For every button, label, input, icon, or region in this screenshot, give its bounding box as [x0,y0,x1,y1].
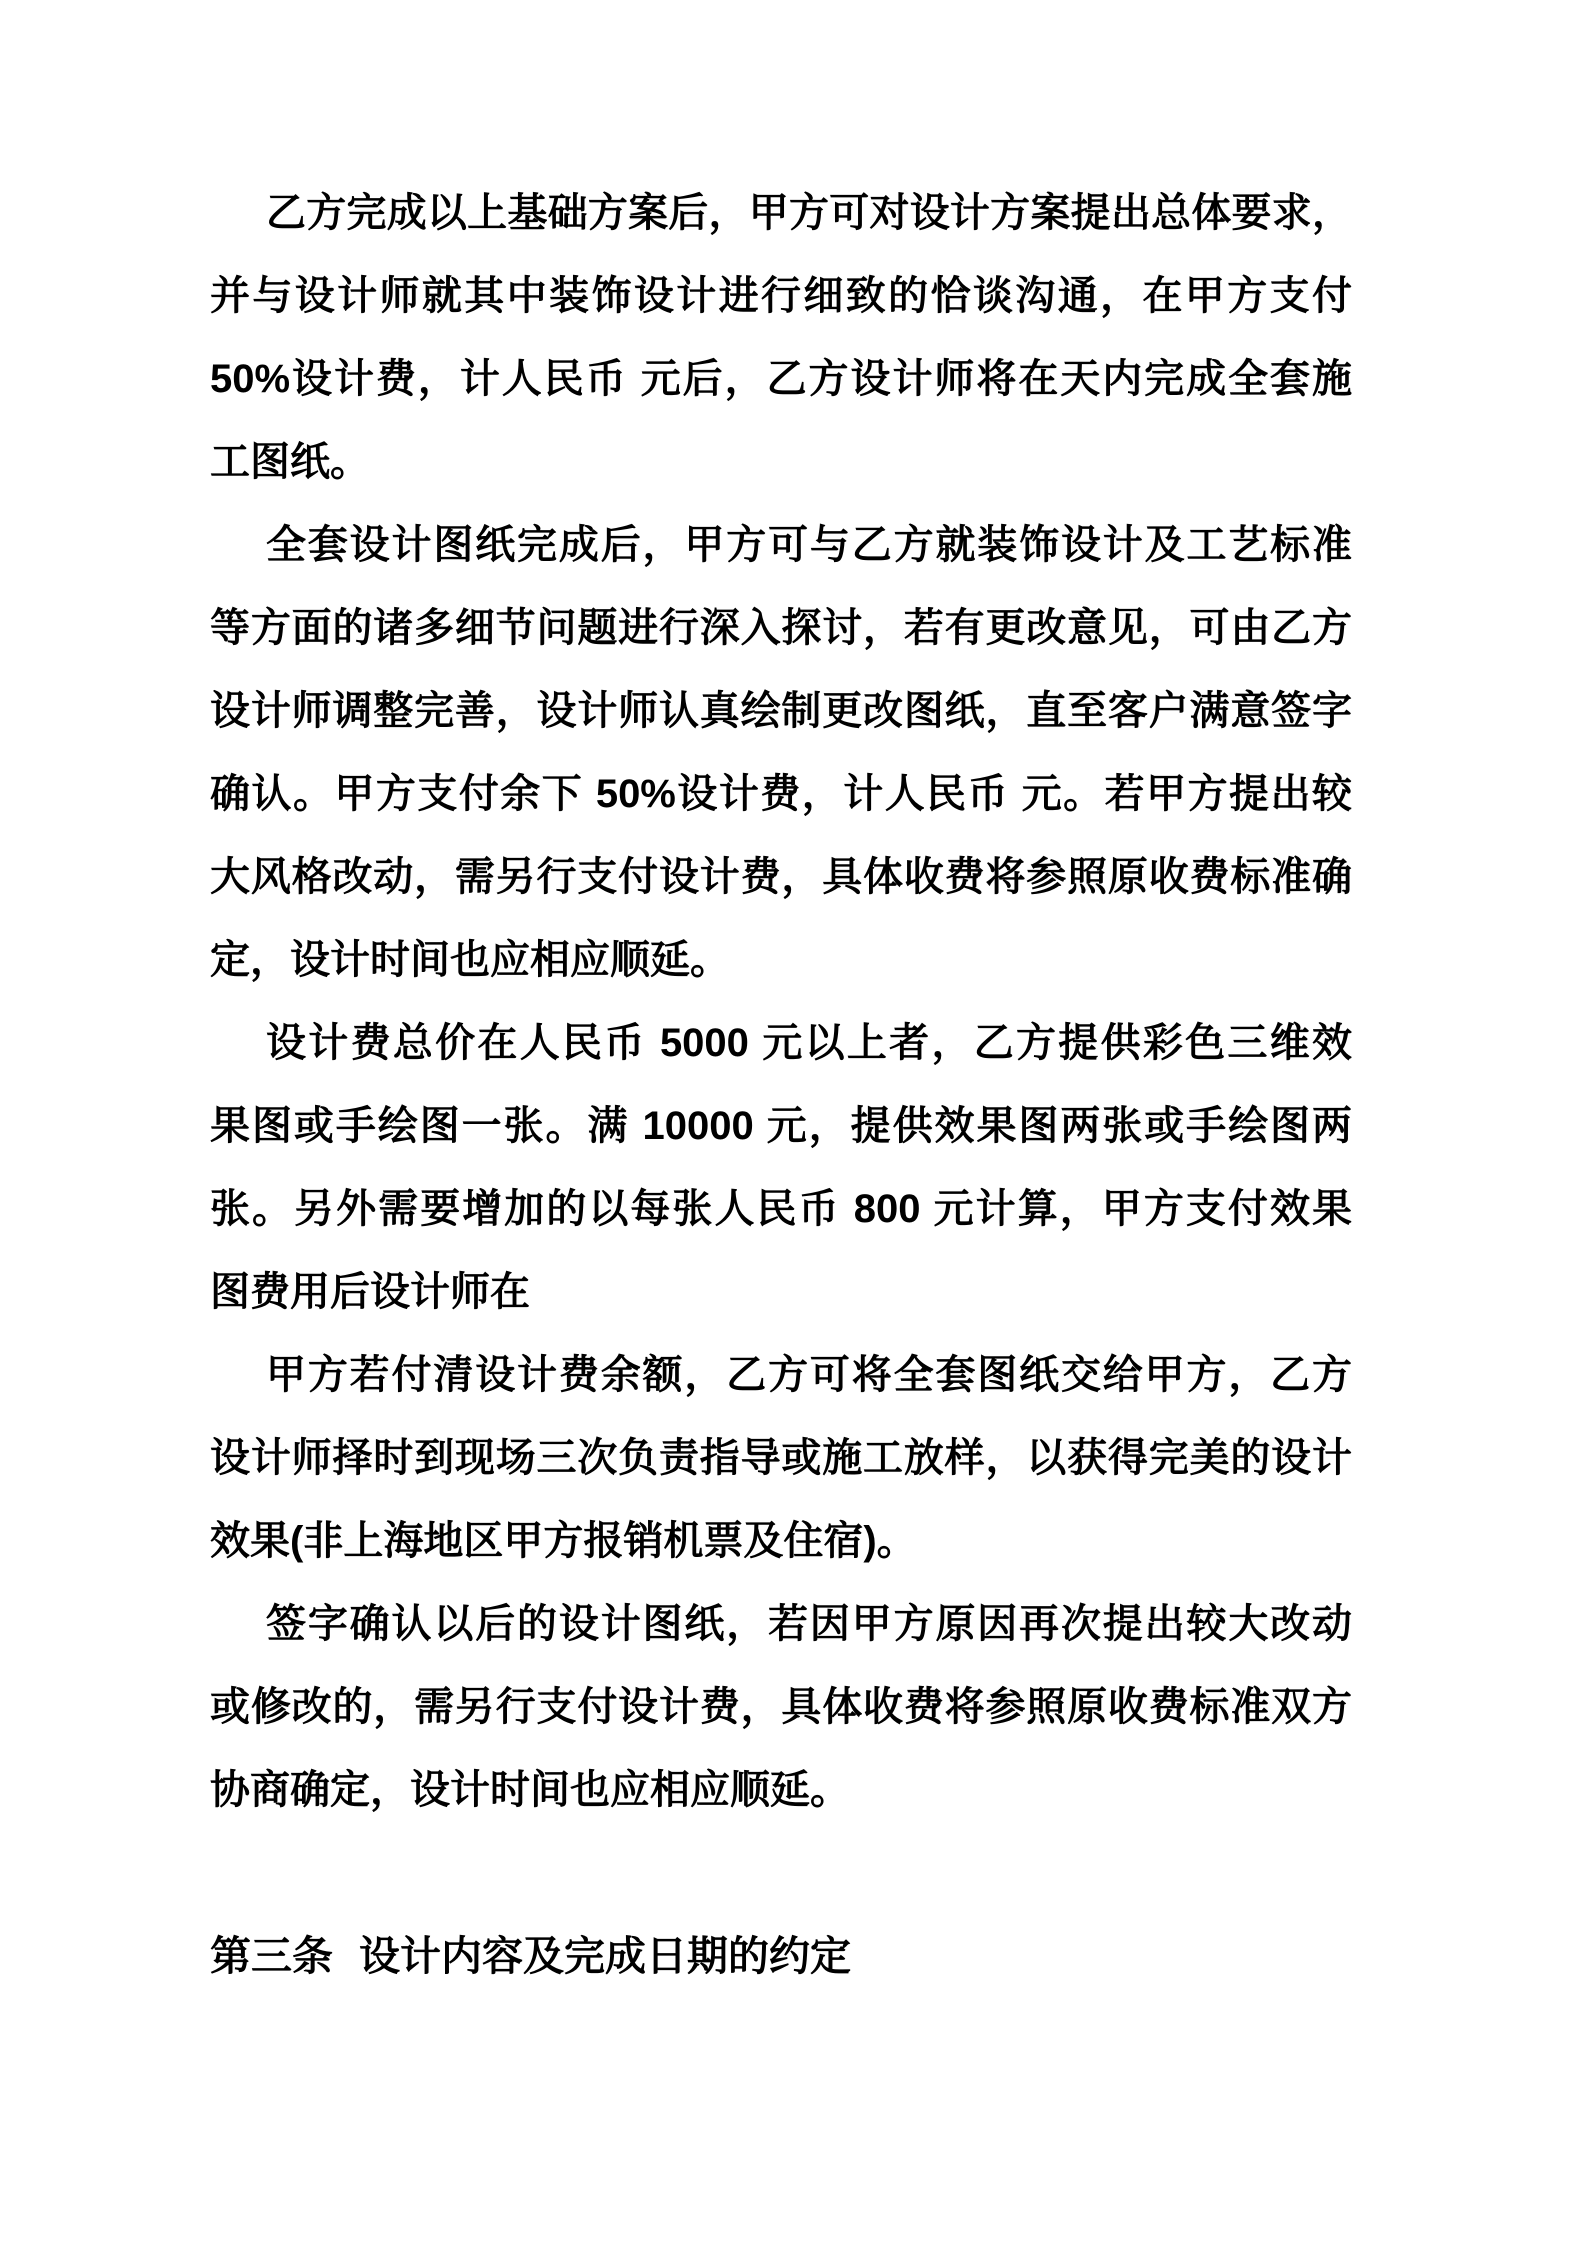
text-line: 确认。甲方支付余下 50%设计费，计人民币 元。若甲方提出较 [210,772,1352,816]
blank-line [210,1832,1352,1915]
text-line: 并与设计师就其中装饰设计进行细致的恰谈沟通，在甲方支付 [210,274,1352,318]
paragraph-4 [210,1334,1352,1583]
text-line: 设计费总价在人民币 5000 元以上者，乙方提供彩色三维效 [266,1021,1352,1065]
text-line: 设计师调整完善，设计师认真绘制更改图纸，直至客户满意签字 [210,689,1352,733]
paragraph-1 [210,172,1352,504]
paragraph-3 [210,1002,1352,1334]
text-line: 全套设计图纸完成后，甲方可与乙方就装饰设计及工艺标准 [266,523,1352,567]
section-heading [210,1915,1352,1998]
text-line: 果图或手绘图一张。满 10000 元，提供效果图两张或手绘图两 [210,1104,1352,1148]
text-line: 签字确认以后的设计图纸，若因甲方原因再次提出较大改动 [266,1602,1352,1646]
paragraph-2 [210,504,1352,1002]
text-line: 甲方若付清设计费余额，乙方可将全套图纸交给甲方，乙方 [266,1353,1352,1397]
paragraph-5 [210,1583,1352,1832]
text-line: 或修改的，需另行支付设计费，具体收费将参照原收费标准双方 [210,1685,1352,1729]
text-line: 大风格改动，需另行支付设计费，具体收费将参照原收费标准确 [210,855,1352,899]
text-line: 张。另外需要增加的以每张人民币 800 元计算，甲方支付效果 [210,1187,1352,1231]
text-line: 50%设计费，计人民币 元后，乙方设计师将在天内完成全套施 [210,357,1352,401]
section-heading-number: 第三条 [210,1933,333,1979]
text-line: 协商确定，设计时间也应相应顺延。 [210,1768,850,1812]
text-line: 效果(非上海地区甲方报销机票及住宿)。 [210,1519,917,1563]
text-line: 设计师择时到现场三次负责指导或施工放样，以获得完美的设计 [210,1436,1352,1480]
text-line: 乙方完成以上基础方案后，甲方可对设计方案提出总体要求， [266,191,1352,235]
text-line: 图费用后设计师在 [210,1270,530,1314]
section-heading-title: 设计内容及完成日期的约定 [359,1933,851,1979]
text-line: 等方面的诸多细节问题进行深入探讨，若有更改意见，可由乙方 [210,606,1352,650]
text-line: 定，设计时间也应相应顺延。 [210,938,730,982]
text-line: 工图纸。 [210,440,370,484]
